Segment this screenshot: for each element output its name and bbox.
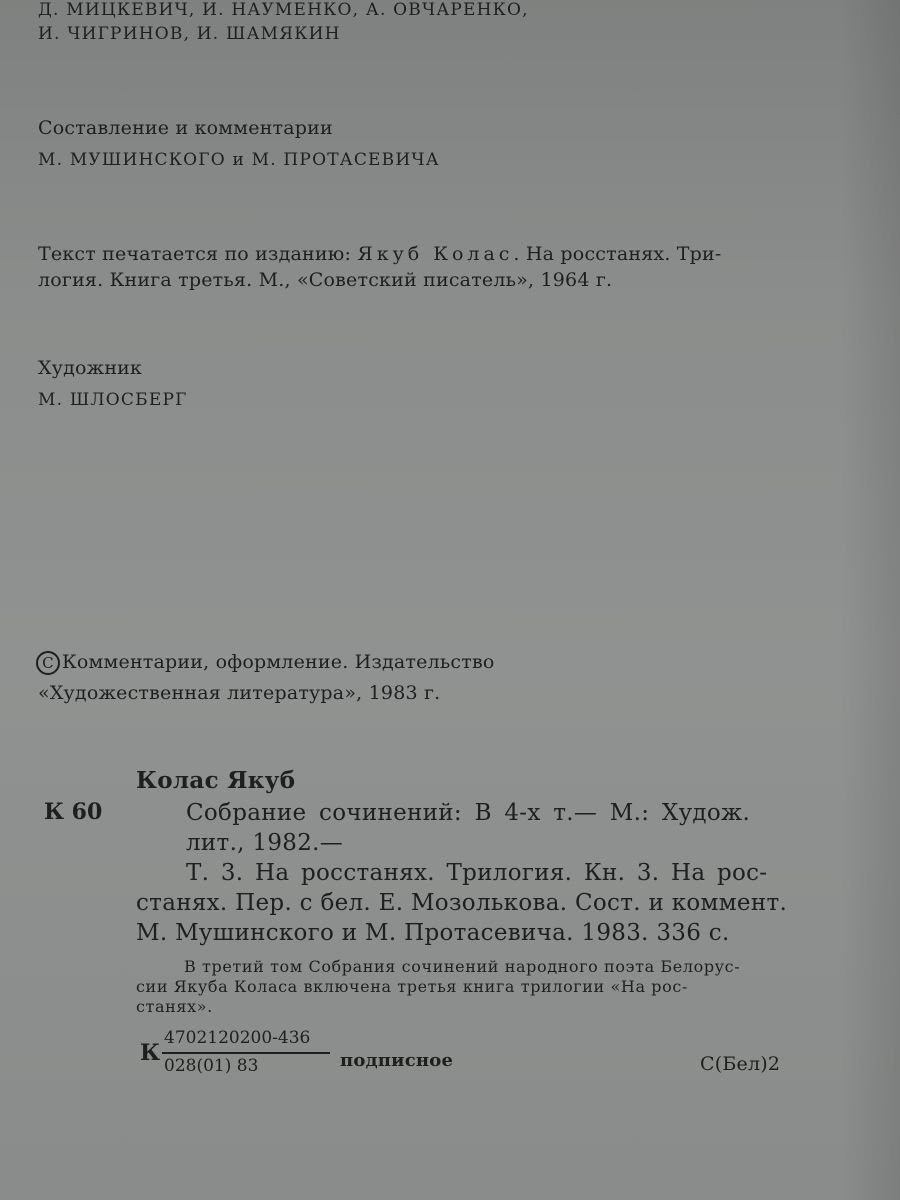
imprint-subscription: подписное [340, 1050, 454, 1071]
imprint-numerator: 4702120200-436 [164, 1028, 311, 1048]
imprint-classification: С(Бел)2 [700, 1053, 781, 1075]
board-names-line1: Д. МИЦКЕВИЧ, И. НАУМЕНКО, А. ОВЧАРЕНКО, [38, 0, 529, 20]
copyright-text: Комментарии, оформление. Издательство [62, 651, 495, 673]
catalog-line2: лит., 1982.— [186, 830, 344, 856]
annotation-line1: В третий том Собрания сочинений народного поэта Белорус- [184, 957, 741, 976]
source-author: Якуб Колас [357, 243, 514, 265]
catalog-line4: станях. Пер. с бел. Е. Мозолькова. Сост. и коммент. [136, 890, 788, 916]
catalog-line1: Собрание сочинений: В 4-х т.— М.: Худож. [186, 800, 751, 826]
annotation-line3: станях». [136, 997, 213, 1016]
catalog-line3: Т. 3. На росстанях. Трилогия. Кн. 3. На рос- [186, 860, 768, 886]
source-text-line1 [38, 243, 722, 265]
source-text-line2: логия. Книга третья. М., «Советский писатель», 1964 г. [38, 269, 613, 291]
compilation-names: М. МУШИНСКОГО и М. ПРОТАСЕВИЧА [38, 150, 440, 170]
page-shadow [840, 0, 900, 1200]
board-names-line2: И. ЧИГРИНОВ, И. ШАМЯКИН [38, 24, 341, 44]
source-rest: . На росстанях. Три- [513, 243, 722, 265]
artist-name: М. ШЛОСБЕРГ [38, 390, 188, 410]
imprint-k-letter: К [140, 1040, 161, 1066]
annotation-line2: сии Якуба Коласа включена третья книга трилогии «На рос- [136, 977, 688, 996]
imprint-denominator: 028(01) 83 [164, 1056, 259, 1076]
copyright-icon: C [36, 651, 60, 675]
source-prefix: Текст печатается по изданию: [38, 243, 358, 265]
imprint-fraction-rule [162, 1052, 330, 1054]
catalog-author: Колас Якуб [136, 767, 296, 794]
compilation-label: Составление и комментарии [38, 117, 333, 139]
catalog-line5: М. Мушинского и М. Протасевича. 1983. 336 с. [136, 920, 730, 946]
catalog-code: К 60 [44, 799, 103, 825]
copyright-line2: «Художественная литература», 1983 г. [38, 682, 441, 704]
copyright-line1 [36, 651, 495, 675]
artist-label: Художник [38, 357, 143, 379]
